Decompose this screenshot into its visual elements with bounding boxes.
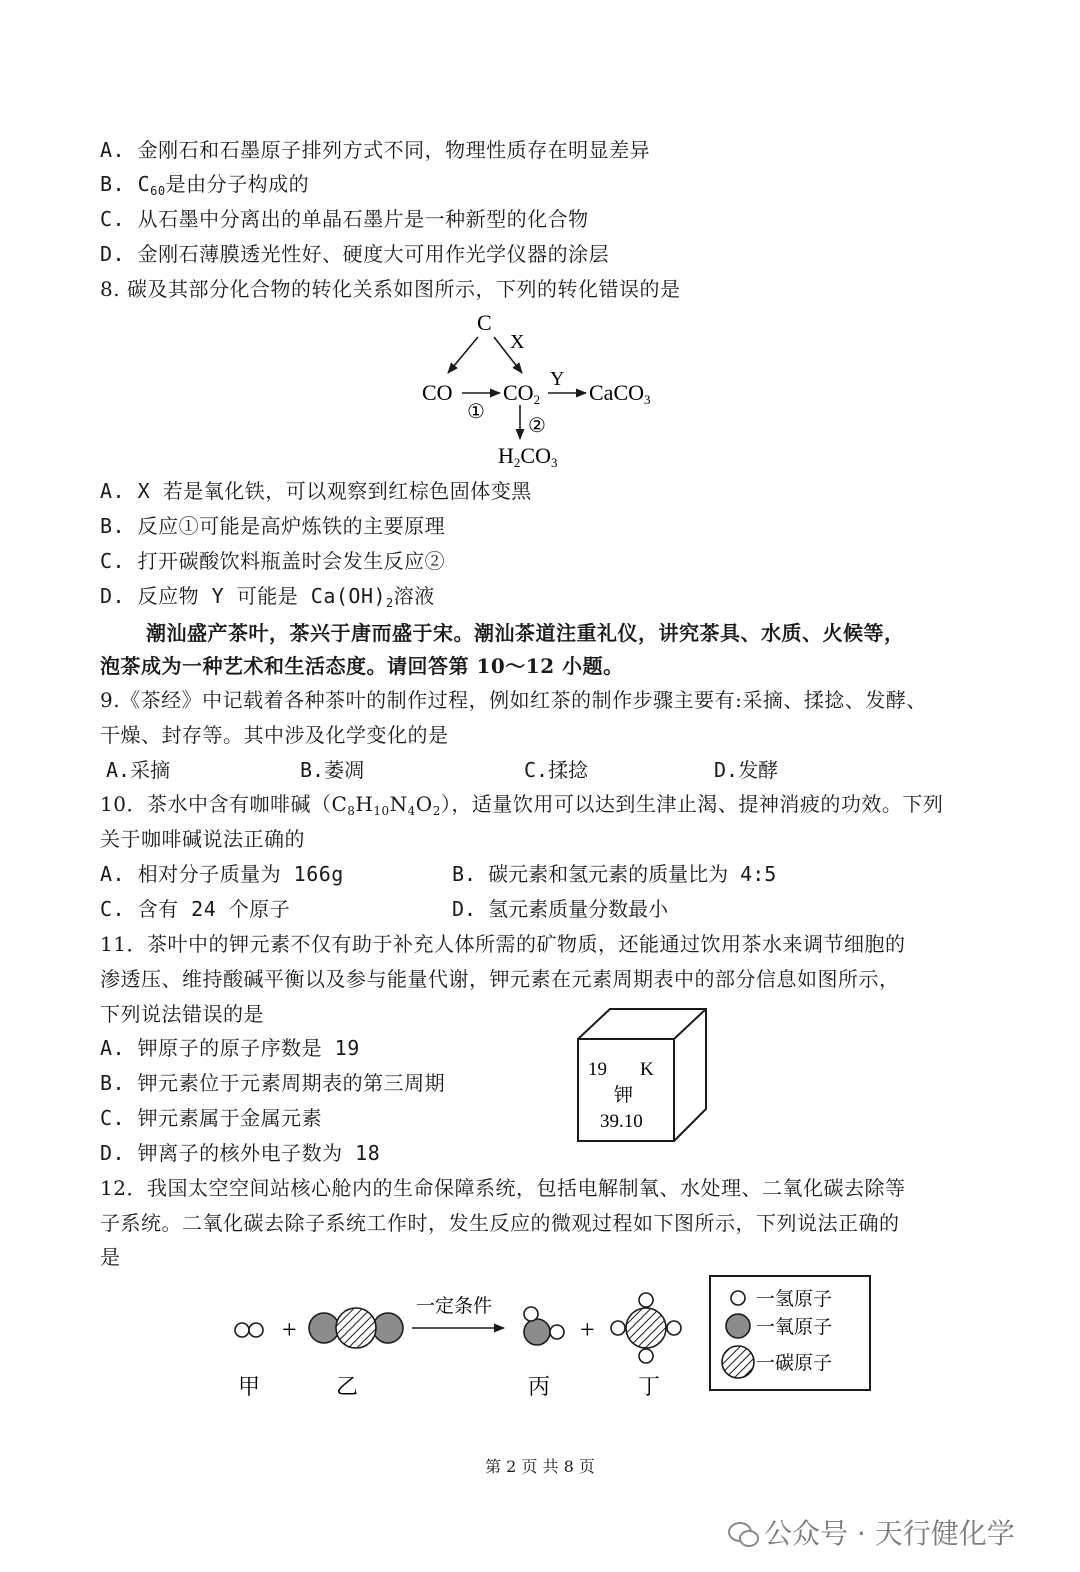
q10-line-2: 关于咖啡碱说法正确的: [100, 827, 305, 851]
atomic-mass: 39.10: [600, 1111, 643, 1132]
potassium-element-cell: [570, 1005, 720, 1145]
molecule-bing: [524, 1307, 564, 1345]
watermark-text: 公众号 · 天行健化学: [764, 1517, 1015, 1550]
molecule-ding: [611, 1293, 681, 1363]
q11-line-2: 渗透压、维持酸碱平衡以及参与能量代谢，钾元素在元素周期表中的部分信息如图所示，: [100, 967, 900, 991]
formula-sub-4: 4: [407, 804, 416, 818]
q10-line-1-prefix: 10．茶水中含有咖啡碱（C: [100, 792, 348, 816]
label-jia: 甲: [238, 1375, 261, 1400]
q7-option-b-suffix: 是由分子构成的: [165, 172, 310, 196]
node-co: CO: [422, 380, 453, 405]
atomic-number: 19: [588, 1059, 607, 1080]
label-ding: 丁: [638, 1375, 661, 1400]
node-caco3: CaCO3: [589, 380, 651, 407]
reaction-condition: 一定条件: [416, 1295, 493, 1317]
q10-option-d: D. 氢元素质量分数最小: [452, 897, 669, 921]
page-number: 第 2 页 共 8 页: [485, 1457, 595, 1476]
legend-hydrogen: 一氢原子: [756, 1288, 833, 1310]
q12-line-2: 子系统。二氧化碳去除子系统工作时，发生反应的微观过程如下图所示，下列说法正确的: [100, 1211, 900, 1235]
label-yi: 乙: [336, 1375, 359, 1400]
q9-line-2: 干燥、封存等。其中涉及化学变化的是: [100, 723, 449, 747]
q11-line-3: 下列说法错误的是: [100, 1002, 264, 1026]
q7-option-c: C. 从石墨中分离出的单晶石墨片是一种新型的化合物: [100, 207, 589, 231]
q10-option-c: C. 含有 24 个原子: [100, 897, 291, 921]
q8-option-d-prefix: D. 反应物 Y 可能是 Ca(OH): [100, 584, 387, 608]
q12-line-1: 12．我国太空空间站核心舱内的生命保障系统，包括电解制氧、水处理、二氧化碳去除等: [100, 1176, 906, 1200]
formula-h: H: [355, 792, 374, 816]
q11-option-c: C. 钾元素属于金属元素: [100, 1106, 323, 1130]
q8-option-b: B. 反应①可能是高炉炼铁的主要原理: [100, 514, 446, 538]
q7-option-d: D. 金刚石薄膜透光性好、硬度大可用作光学仪器的涂层: [100, 242, 610, 266]
label-bing: 丙: [528, 1375, 551, 1400]
q7-option-b-prefix: B. C: [100, 172, 151, 196]
node-co2: CO2: [503, 380, 541, 407]
q7-option-b: [100, 170, 309, 205]
legend-carbon: 一碳原子: [756, 1352, 833, 1374]
element-symbol: K: [640, 1059, 654, 1080]
q9-option-a: A.采摘: [106, 758, 171, 782]
label-y: Y: [550, 368, 565, 390]
q12-line-3: 是: [100, 1245, 121, 1269]
formula-n: N: [389, 792, 408, 816]
q10-line-1-suffix: ），适量饮用可以达到生津止渴、提神消疲的功效。下列: [440, 792, 944, 816]
q8-option-c: C. 打开碳酸饮料瓶盖时会发生反应②: [100, 549, 446, 573]
label-reaction-1: ①: [467, 401, 485, 423]
q10-option-a: A. 相对分子质量为 166g: [100, 862, 344, 886]
wechat-icon: [728, 1522, 758, 1546]
q9-option-c: C.揉捻: [524, 758, 589, 782]
q8-stem: 8. 碳及其部分化合物的转化关系如图所示，下列的转化错误的是: [100, 277, 681, 301]
formula-o: O: [415, 792, 433, 816]
intro-line-1: 潮汕盛产茶叶，茶兴于唐而盛于宋。潮汕茶道注重礼仪，讲究茶具、水质、火候等，: [146, 621, 905, 645]
atom-legend: [710, 1276, 870, 1390]
watermark: [728, 1512, 1015, 1552]
arrow-c-to-co: [448, 337, 478, 373]
node-c: C: [477, 310, 492, 335]
intro-line-2: 泡茶成为一种艺术和生活态度。请回答第 10～12 小题。: [100, 654, 624, 678]
q11-option-d: D. 钾离子的核外电子数为 18: [100, 1141, 381, 1165]
q7-option-a: A. 金刚石和石墨原子排列方式不同，物理性质存在明显差异: [100, 138, 651, 162]
formula-sub-10: 10: [373, 804, 390, 818]
q9-line-1: 9.《茶经》中记载着各种茶叶的制作过程，例如红茶的制作步骤主要有:采摘、揉捻、发酵、: [100, 688, 927, 712]
caoh2-subscript: 2: [386, 596, 394, 610]
q8-option-a: A. X 若是氧化铁，可以观察到红棕色固体变黑: [100, 479, 532, 503]
q10-line-1: [100, 790, 943, 825]
q9-option-b: B.萎凋: [300, 758, 365, 782]
q9-option-d: D.发酵: [714, 758, 779, 782]
plus-sign-1: +: [282, 1315, 297, 1344]
node-h2co3: H2CO3: [498, 443, 558, 470]
q11-option-a: A. 钾原子的原子序数是 19: [100, 1036, 360, 1060]
label-x: X: [510, 331, 525, 353]
formula-sub-8: 8: [347, 804, 356, 818]
reaction-micro-diagram: [220, 1272, 880, 1422]
q10-option-b: B. 碳元素和氢元素的质量比为 4:5: [452, 862, 777, 886]
plus-sign-2: +: [580, 1315, 595, 1344]
molecule-jia: [235, 1323, 263, 1337]
q11-line-1: 11．茶叶中的钾元素不仅有助于补充人体所需的矿物质，还能通过饮用茶水来调节细胞的: [100, 932, 906, 956]
legend-oxygen: 一氧原子: [756, 1316, 833, 1338]
c60-subscript: 60: [150, 184, 166, 198]
label-reaction-2: ②: [528, 415, 546, 437]
q8-option-d-suffix: 溶液: [393, 584, 435, 608]
molecule-yi: [309, 1308, 403, 1348]
q8-option-d: [100, 582, 435, 617]
formula-sub-2: 2: [432, 804, 441, 818]
element-name: 钾: [614, 1084, 634, 1106]
q11-option-b: B. 钾元素位于元素周期表的第三周期: [100, 1071, 446, 1095]
carbon-transformation-diagram: [400, 305, 690, 475]
